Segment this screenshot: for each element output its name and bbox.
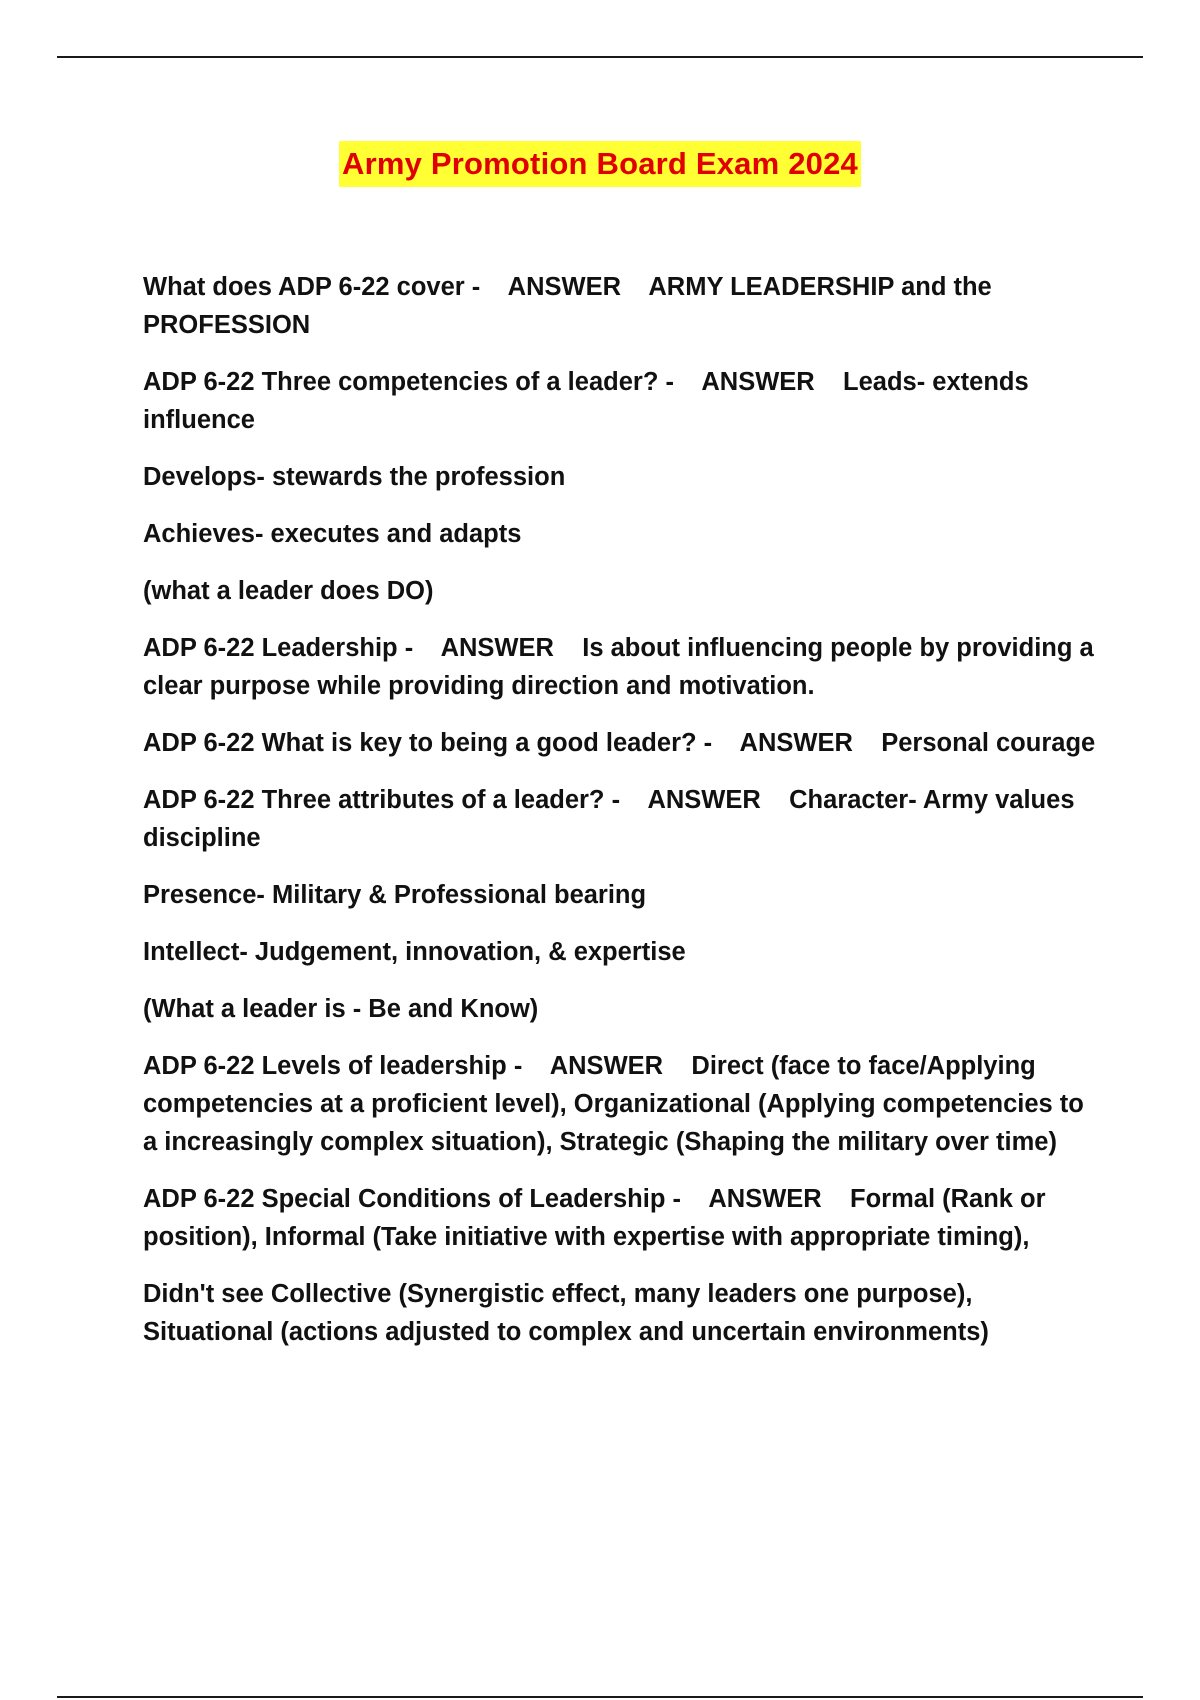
page-title: Army Promotion Board Exam 2024 [339,141,861,187]
qa-paragraph: (What a leader is - Be and Know) [143,995,539,1023]
bottom-rule [57,1696,1143,1698]
qa-paragraph: ADP 6-22 Special Conditions of Leadership - ANSWER Formal (Rank or position), Informal (Take initiative with expertise with appropriate timing), [143,1185,1053,1251]
qa-paragraph: ADP 6-22 What is key to being a good leader? - ANSWER Personal courage [143,729,1096,757]
qa-paragraph: Presence- Military & Professional bearing [143,881,647,909]
top-rule [57,56,1143,58]
qa-paragraph: Develops- stewards the profession [143,463,566,491]
qa-paragraph: Didn't see Collective (Synergistic effect, many leaders one purpose), Situational (actions adjusted to complex and uncertain environments) [143,1280,989,1346]
qa-paragraph: ADP 6-22 Three competencies of a leader? - ANSWER Leads- extends influence [143,368,1036,434]
qa-paragraph: (what a leader does DO) [143,577,434,605]
qa-paragraph: ADP 6-22 Leadership - ANSWER Is about influencing people by providing a clear purpose while providing direction and motivation. [143,634,1101,700]
qa-paragraph: ADP 6-22 Levels of leadership - ANSWER Direct (face to face/Applying competencies at a proficient level), Organizational (Applying competencies to a increasingly complex situation), Strategic (Shaping the military over time) [143,1052,1091,1156]
qa-paragraph: Intellect- Judgement, innovation, & expertise [143,938,686,966]
document-body [143,268,1103,1370]
title-container [0,141,1200,187]
qa-paragraph: Achieves- executes and adapts [143,520,522,548]
qa-paragraph: What does ADP 6-22 cover - ANSWER ARMY LEADERSHIP and the PROFESSION [143,273,999,339]
qa-paragraph: ADP 6-22 Three attributes of a leader? - ANSWER Character- Army values discipline [143,786,1082,852]
